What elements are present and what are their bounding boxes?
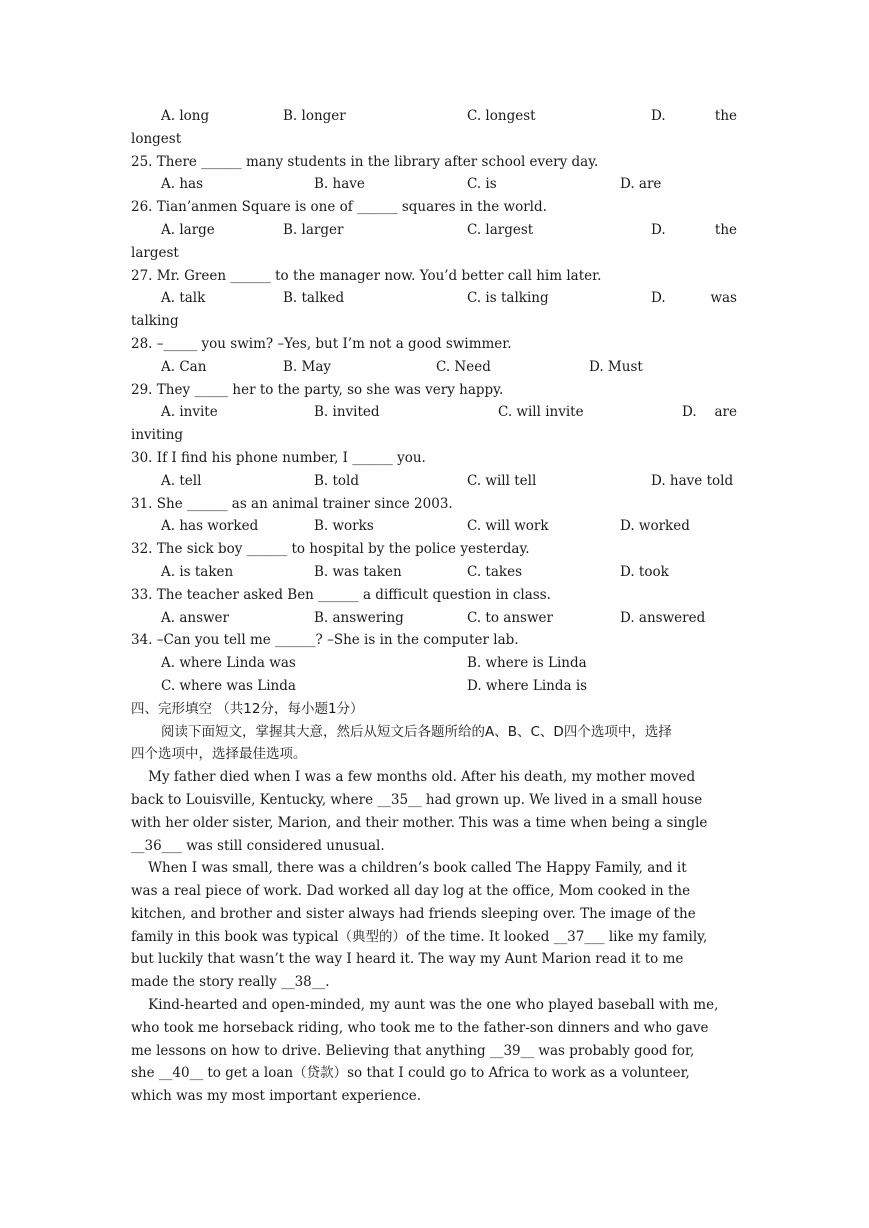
section-instruction-line1: 阅读下面短文，掌握其大意，然后从短文后各题所给的A、B、C、D四个选项中，选择 [161, 723, 672, 740]
q29-options [131, 401, 739, 424]
q29-option-b: B. invited [314, 404, 380, 421]
q24-option-a: A. long [161, 108, 210, 124]
passage-line: but luckily that wasn’t the way I heard it. The way my Aunt Marion read it to me [131, 951, 684, 968]
q27-options [131, 287, 739, 310]
q26-option-d-word: the [714, 221, 737, 238]
passage-line: she __40__ to get a loan（贷款）so that I could go to Africa to work as a volunteer, [131, 1065, 690, 1082]
passage-line: made the story really __38__. [131, 974, 330, 991]
passage-line: which was my most important experience. [131, 1088, 421, 1105]
q29-stem: 29. They _____ her to the party, so she was very happy. [131, 381, 504, 398]
q32-option-d: D. took [620, 563, 669, 580]
q34-options-row1 [131, 652, 739, 675]
q31-option-c: C. will work [467, 518, 549, 535]
q27-option-b: B. talked [283, 290, 345, 307]
q24-option-d-word: the [714, 108, 737, 124]
q24-options [131, 105, 739, 128]
passage-line: back to Louisville, Kentucky, where __35__ had grown up. We lived in a small house [131, 791, 703, 808]
q27-option-d-tail: talking [131, 313, 179, 330]
q34-option-a: A. where Linda was [161, 655, 296, 672]
q28-stem: 28. –_____ you swim? –Yes, but I’m not a good swimmer. [131, 335, 512, 352]
passage-line: kitchen, and brother and sister always had friends sleeping over. The image of the [131, 905, 696, 922]
q34-stem: 34. –Can you tell me ______? –She is in the computer lab. [131, 632, 519, 649]
passage-line: Kind-hearted and open-minded, my aunt was the one who played baseball with me, [131, 997, 719, 1014]
q27-stem: 27. Mr. Green ______ to the manager now. You’d better call him later. [131, 267, 602, 284]
q30-option-b: B. told [314, 472, 360, 489]
q33-options [131, 607, 739, 630]
passage-line: __36___ was still considered unusual. [131, 837, 385, 854]
q27-option-a: A. talk [161, 290, 206, 307]
q32-stem: 32. The sick boy ______ to hospital by the police yesterday. [131, 541, 530, 558]
q32-option-b: B. was taken [314, 563, 402, 580]
q24-option-d-tail: longest [131, 130, 182, 147]
q28-option-b: B. May [283, 358, 332, 375]
q25-option-a: A. has [161, 176, 204, 193]
q29-option-d-word: are [714, 404, 737, 421]
passage-line: family in this book was typical（典型的）of the time. It looked __37___ like my family, [131, 928, 708, 945]
q26-option-d-label: D. [651, 221, 666, 238]
q33-option-a: A. answer [161, 609, 230, 626]
passage-line: with her older sister, Marion, and their mother. This was a time when being a single [131, 814, 708, 831]
q30-option-a: A. tell [161, 472, 202, 489]
q25-option-d: D. are [620, 176, 662, 193]
q29-option-d-tail: inviting [131, 427, 184, 444]
document-page [131, 105, 739, 1108]
q25-option-b: B. have [314, 176, 365, 193]
q26-stem: 26. Tian’anmen Square is one of ______ squares in the world. [131, 199, 547, 216]
q29-option-d-label: D. [682, 404, 697, 421]
q28-options [131, 356, 739, 379]
q31-option-d: D. worked [620, 518, 690, 535]
q28-option-c: C. Need [436, 358, 491, 375]
passage-line: was a real piece of work. Dad worked all day log at the office, Mom cooked in the [131, 883, 691, 900]
q24-option-d-label: D. [651, 108, 666, 124]
section-title: 四、完形填空 （共12分，每小题1分） [131, 700, 364, 717]
q26-option-a: A. large [161, 221, 215, 238]
q26-options [131, 219, 739, 242]
q26-option-d-tail: largest [131, 244, 179, 261]
q25-options [131, 173, 739, 196]
passage-line: who took me horseback riding, who took me to the father-son dinners and who gave [131, 1019, 709, 1036]
q26-option-c: C. largest [467, 221, 534, 238]
q32-option-c: C. takes [467, 563, 523, 580]
q32-option-a: A. is taken [161, 563, 234, 580]
q27-option-c: C. is talking [467, 290, 549, 307]
passage-line: me lessons on how to drive. Believing that anything __39__ was probably good for, [131, 1042, 695, 1059]
q30-option-c: C. will tell [467, 472, 537, 489]
q33-option-d: D. answered [620, 609, 706, 626]
q30-option-d: D. have told [651, 472, 734, 489]
q33-option-c: C. to answer [467, 609, 553, 626]
q29-option-c: C. will invite [498, 404, 584, 421]
q28-option-a: A. Can [161, 358, 207, 375]
q31-options [131, 515, 739, 538]
q25-stem: 25. There ______ many students in the library after school every day. [131, 153, 599, 170]
q29-option-a: A. invite [161, 404, 218, 421]
q31-stem: 31. She ______ as an animal trainer since 2003. [131, 495, 453, 512]
q24-option-c: C. longest [467, 108, 536, 124]
section-instruction-line2: 四个选项中，选择最佳选项。 [131, 746, 307, 763]
q33-stem: 33. The teacher asked Ben ______ a difficult question in class. [131, 586, 551, 603]
q30-stem: 30. If I find his phone number, I ______ you. [131, 449, 426, 466]
q30-options [131, 470, 739, 493]
passage-line: My father died when I was a few months old. After his death, my mother moved [131, 769, 696, 786]
q27-option-d-word: was [710, 290, 737, 307]
q26-option-b: B. larger [283, 221, 344, 238]
q31-option-b: B. works [314, 518, 374, 535]
passage-paragraph-2 [131, 857, 739, 994]
q34-option-d: D. where Linda is [467, 677, 588, 694]
q34-options-row2 [131, 675, 739, 698]
q24-option-b: B. longer [283, 108, 346, 124]
q34-option-b: B. where is Linda [467, 655, 587, 672]
q32-options [131, 561, 739, 584]
passage-paragraph-3 [131, 994, 739, 1108]
q31-option-a: A. has worked [161, 518, 259, 535]
q27-option-d-label: D. [651, 290, 666, 307]
passage-paragraph-1 [131, 766, 739, 857]
passage-line: When I was small, there was a children’s book called The Happy Family, and it [131, 860, 687, 877]
q28-option-d: D. Must [589, 358, 643, 375]
q25-option-c: C. is [467, 176, 497, 193]
q33-option-b: B. answering [314, 609, 404, 626]
q34-option-c: C. where was Linda [161, 677, 296, 694]
